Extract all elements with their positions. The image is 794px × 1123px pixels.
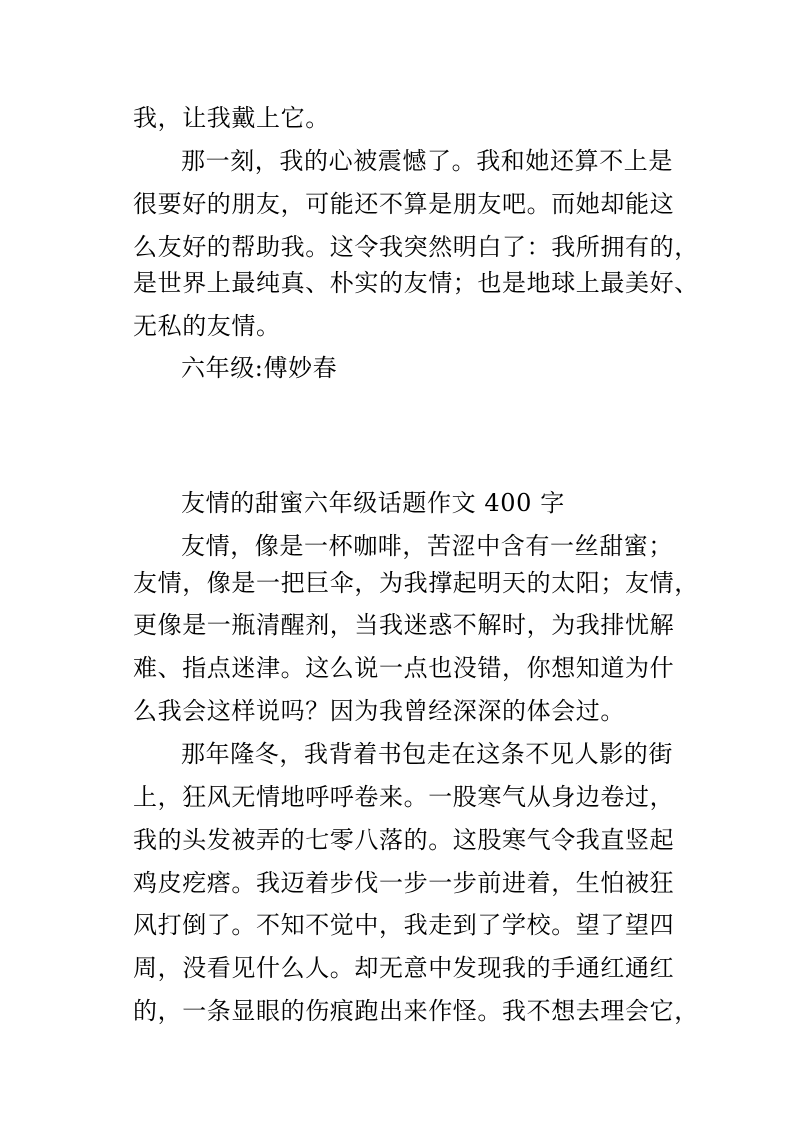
essay-title: 友情的甜蜜六年级话题作文 400 字 [181,489,565,517]
paragraph-line: 风打倒了。不知不觉中，我走到了学校。望了望四 [133,911,675,939]
paragraph-line: 友情，像是一杯咖啡，苦涩中含有一丝甜蜜； [181,532,673,560]
paragraph-line: 么我会这样说吗？因为我曾经深深的体会过。 [133,697,625,725]
paragraph-line: 难、指点迷津。这么说一点也没错，你想知道为什 [133,654,675,682]
paragraph-line: 的，一条显眼的伤痕跑出来作怪。我不想去理会它， [133,997,699,1025]
paragraph-line: 我，让我戴上它。 [133,104,330,132]
paragraph-line: 友情，像是一把巨伞，为我撑起明天的太阳；友情， [133,569,699,597]
paragraph-line: 很要好的朋友，可能还不算是朋友吧。而她却能这 [133,190,675,218]
paragraph-line: 那一刻，我的心被震憾了。我和她还算不上是 [181,147,673,175]
paragraph-line: 么友好的帮助我。这令我突然明白了：我所拥有的， [133,233,699,261]
paragraph-line: 那年隆冬，我背着书包走在这条不见人影的街 [181,740,673,768]
paragraph-line: 上，狂风无情地呼呼卷来。一股寒气从身边卷过， [133,783,675,811]
paragraph-line: 鸡皮疙瘩。我迈着步伐一步一步前进着，生怕被狂 [133,869,675,897]
paragraph-line: 更像是一瓶清醒剂，当我迷惑不解时，为我排忧解 [133,611,675,639]
paragraph-line: 无私的友情。 [133,312,281,340]
paragraph-line: 是世界上最纯真、朴实的友情；也是地球上最美好、 [133,269,699,297]
paragraph-line: 我的头发被弄的七零八落的。这股寒气令我直竖起 [133,826,675,854]
author-line: 六年级:傅妙春 [181,354,338,382]
paragraph-line: 周，没看见什么人。却无意中发现我的手通红通红 [133,954,675,982]
